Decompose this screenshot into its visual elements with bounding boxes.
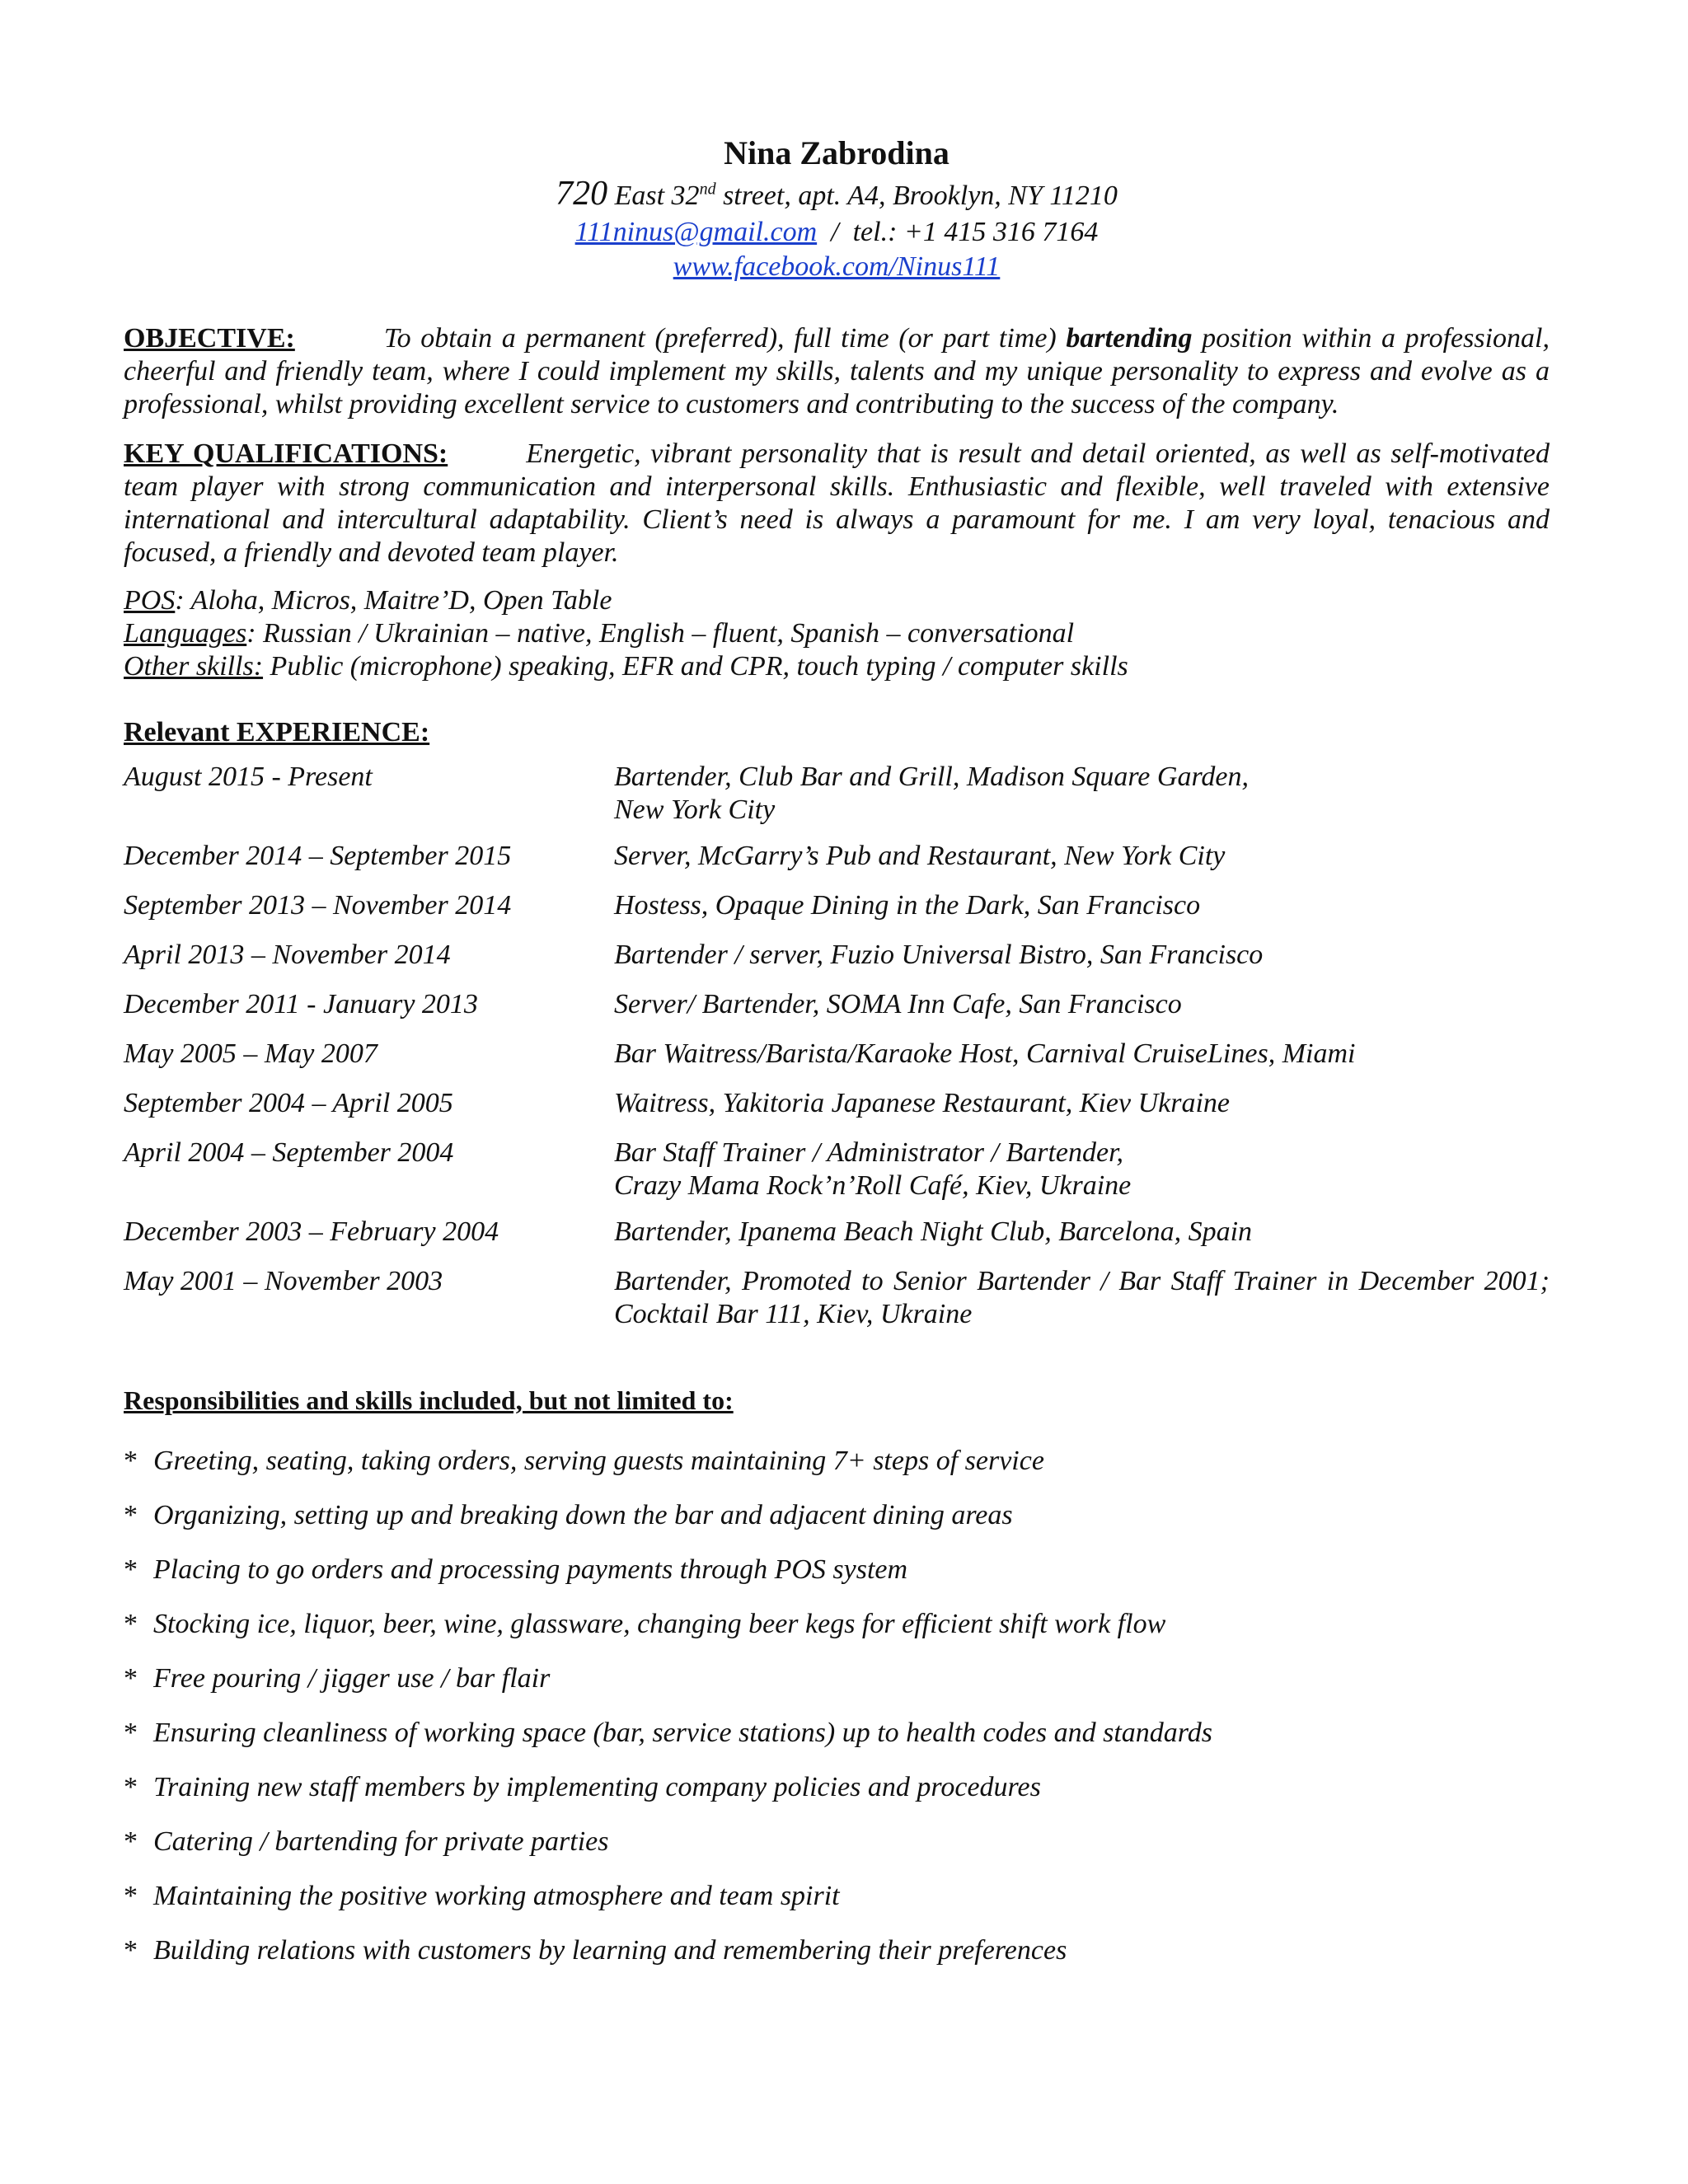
list-item (124, 1825, 1550, 1880)
experience-description: Bartender, Promoted to Senior Bartender / Bar Staff Trainer in December 2001; Cocktail Bar 111, Kiev, Ukraine (614, 1266, 1550, 1329)
website-link[interactable]: www.facebook.com/Ninus111 (673, 251, 1001, 282)
list-item-text: Training new staff members by implementing company policies and procedures (153, 1772, 1041, 1802)
list-item-text: Maintaining the positive working atmosphere and team spirit (153, 1881, 840, 1911)
experience-row (124, 1216, 1550, 1249)
experience-date: May 2001 – November 2003 (124, 1266, 443, 1296)
objective-bold-word: bartending (1066, 323, 1193, 354)
experience-row (124, 889, 1550, 922)
address-mid: East 32 (607, 180, 700, 211)
bullet-symbol: * (124, 1772, 138, 1802)
experience-list (124, 761, 1550, 1331)
experience-row (124, 1265, 1550, 1331)
address-rest: street, apt. A4, Brooklyn, NY 11210 (715, 180, 1118, 211)
experience-date: December 2011 - January 2013 (124, 989, 478, 1019)
experience-line: New York City (614, 794, 776, 825)
website-line (124, 250, 1550, 284)
list-item-text: Greeting, seating, taking orders, serving guests maintaining 7+ steps of service (153, 1446, 1044, 1476)
email-link[interactable]: 111ninus@gmail.com (574, 217, 818, 247)
responsibilities-list (124, 1445, 1550, 1989)
bullet-symbol: * (124, 1500, 138, 1530)
skill-text: : Aloha, Micros, Maitre’D, Open Table (175, 585, 612, 616)
list-item (124, 1554, 1550, 1608)
experience-date: May 2005 – May 2007 (124, 1038, 377, 1069)
objective-text-end: position within a professional, cheerful and friendly team, where I could implement my skills, talents and my unique personality to express and evolve as a professional, whilst providing excellent service to customers and contributing to the success of the company. (124, 323, 1550, 419)
experience-row (124, 988, 1550, 1021)
experience-date: December 2003 – February 2004 (124, 1216, 499, 1247)
list-item-text: Stocking ice, liquor, beer, wine, glassware, changing beer kegs for efficient shift work flow (153, 1609, 1166, 1639)
experience-row (124, 1137, 1550, 1202)
experience-row (124, 840, 1550, 873)
list-item (124, 1880, 1550, 1934)
bullet-symbol: * (124, 1554, 138, 1585)
experience-description: Hostess, Opaque Dining in the Dark, San Francisco (614, 890, 1201, 921)
list-item (124, 1499, 1550, 1554)
experience-date: September 2004 – April 2005 (124, 1088, 453, 1118)
candidate-name: Nina Zabrodina (724, 134, 950, 171)
bullet-symbol: * (124, 1935, 138, 1966)
resume-page (124, 132, 1550, 1989)
phone-number: / tel.: +1 415 316 7164 (817, 217, 1099, 247)
skill-text: : Russian / Ukrainian – native, English – fluent, Spanish – conversational (246, 618, 1075, 649)
experience-date: April 2004 – September 2004 (124, 1137, 454, 1168)
list-item (124, 1934, 1550, 1989)
list-item-text: Free pouring / jigger use / bar flair (153, 1663, 551, 1694)
address-number: 720 (556, 175, 608, 213)
qualifications-text: Energetic, vibrant personality that is result and detail oriented, as well as self-motivated team player with strong communication and interpersonal skills. Enthusiastic and flexible, well traveled with extensive international and intercultural adaptability. Client’s need is always a paramount for me. I am very loyal, tenacious and focused, a friendly and devoted team player. (124, 438, 1550, 568)
experience-description: Bartender / server, Fuzio Universal Bistro, San Francisco (614, 940, 1264, 970)
experience-description: Server, McGarry’s Pub and Restaurant, New York City (614, 841, 1226, 871)
bullet-symbol: * (124, 1881, 138, 1911)
experience-line: Crazy Mama Rock’n’Roll Café, Kiev, Ukraine (614, 1170, 1132, 1201)
address-superscript: nd (699, 180, 716, 199)
objective-section (124, 322, 1550, 421)
experience-date: April 2013 – November 2014 (124, 940, 451, 970)
qualifications-label: KEY QUALIFICATIONS: (124, 438, 448, 469)
objective-label: OBJECTIVE: (124, 323, 295, 354)
list-item-text: Ensuring cleanliness of working space (bar, service stations) up to health codes and standards (153, 1718, 1212, 1748)
bullet-symbol: * (124, 1718, 138, 1748)
experience-description: Bar Waitress/Barista/Karaoke Host, Carnival CruiseLines, Miami (614, 1038, 1356, 1069)
skill-label: POS (124, 585, 176, 616)
bullet-symbol: * (124, 1609, 138, 1639)
experience-date: August 2015 - Present (124, 762, 373, 792)
address-line (124, 175, 1550, 215)
skill-other (124, 650, 1550, 683)
list-item-text: Catering / bartending for private parties (153, 1826, 609, 1857)
responsibilities-heading: Responsibilities and skills included, but not limited to: (124, 1385, 734, 1415)
list-item (124, 1771, 1550, 1825)
skill-text: Public (microphone) speaking, EFR and CPR, touch typing / computer skills (263, 651, 1128, 682)
experience-date: December 2014 – September 2015 (124, 841, 512, 871)
skills-list (124, 584, 1550, 683)
experience-description: Waitress, Yakitoria Japanese Restaurant, Kiev Ukraine (614, 1088, 1231, 1118)
experience-description (614, 761, 1550, 827)
experience-heading: Relevant EXPERIENCE: (124, 717, 430, 748)
qualifications-section (124, 438, 1550, 569)
objective-text-start: To obtain a permanent (preferred), full time (or part time) (383, 323, 1067, 354)
experience-description: Bartender, Ipanema Beach Night Club, Barcelona, Spain (614, 1216, 1253, 1247)
bullet-symbol: * (124, 1663, 138, 1694)
experience-row (124, 761, 1550, 827)
list-item (124, 1445, 1550, 1499)
list-item-text: Organizing, setting up and breaking down the bar and adjacent dining areas (153, 1500, 1013, 1530)
experience-row (124, 1087, 1550, 1120)
experience-date: September 2013 – November 2014 (124, 890, 512, 921)
contact-line (124, 215, 1550, 250)
experience-line: Bar Staff Trainer / Administrator / Bartender, (614, 1137, 1124, 1168)
skill-label: Languages (124, 618, 247, 649)
skill-languages (124, 617, 1550, 650)
resume-header (124, 132, 1550, 284)
list-item (124, 1717, 1550, 1771)
skill-label: Other skills: (124, 651, 264, 682)
list-item-text: Building relations with customers by learning and remembering their preferences (153, 1935, 1067, 1966)
list-item (124, 1662, 1550, 1717)
experience-description: Server/ Bartender, SOMA Inn Cafe, San Francisco (614, 989, 1182, 1019)
bullet-symbol: * (124, 1826, 138, 1857)
skill-pos (124, 584, 1550, 617)
experience-row (124, 1038, 1550, 1071)
experience-row (124, 939, 1550, 972)
bullet-symbol: * (124, 1446, 138, 1476)
list-item-text: Placing to go orders and processing payments through POS system (153, 1554, 908, 1585)
list-item (124, 1608, 1550, 1662)
experience-description (614, 1137, 1550, 1202)
experience-line: Bartender, Club Bar and Grill, Madison Square Garden, (614, 762, 1250, 792)
